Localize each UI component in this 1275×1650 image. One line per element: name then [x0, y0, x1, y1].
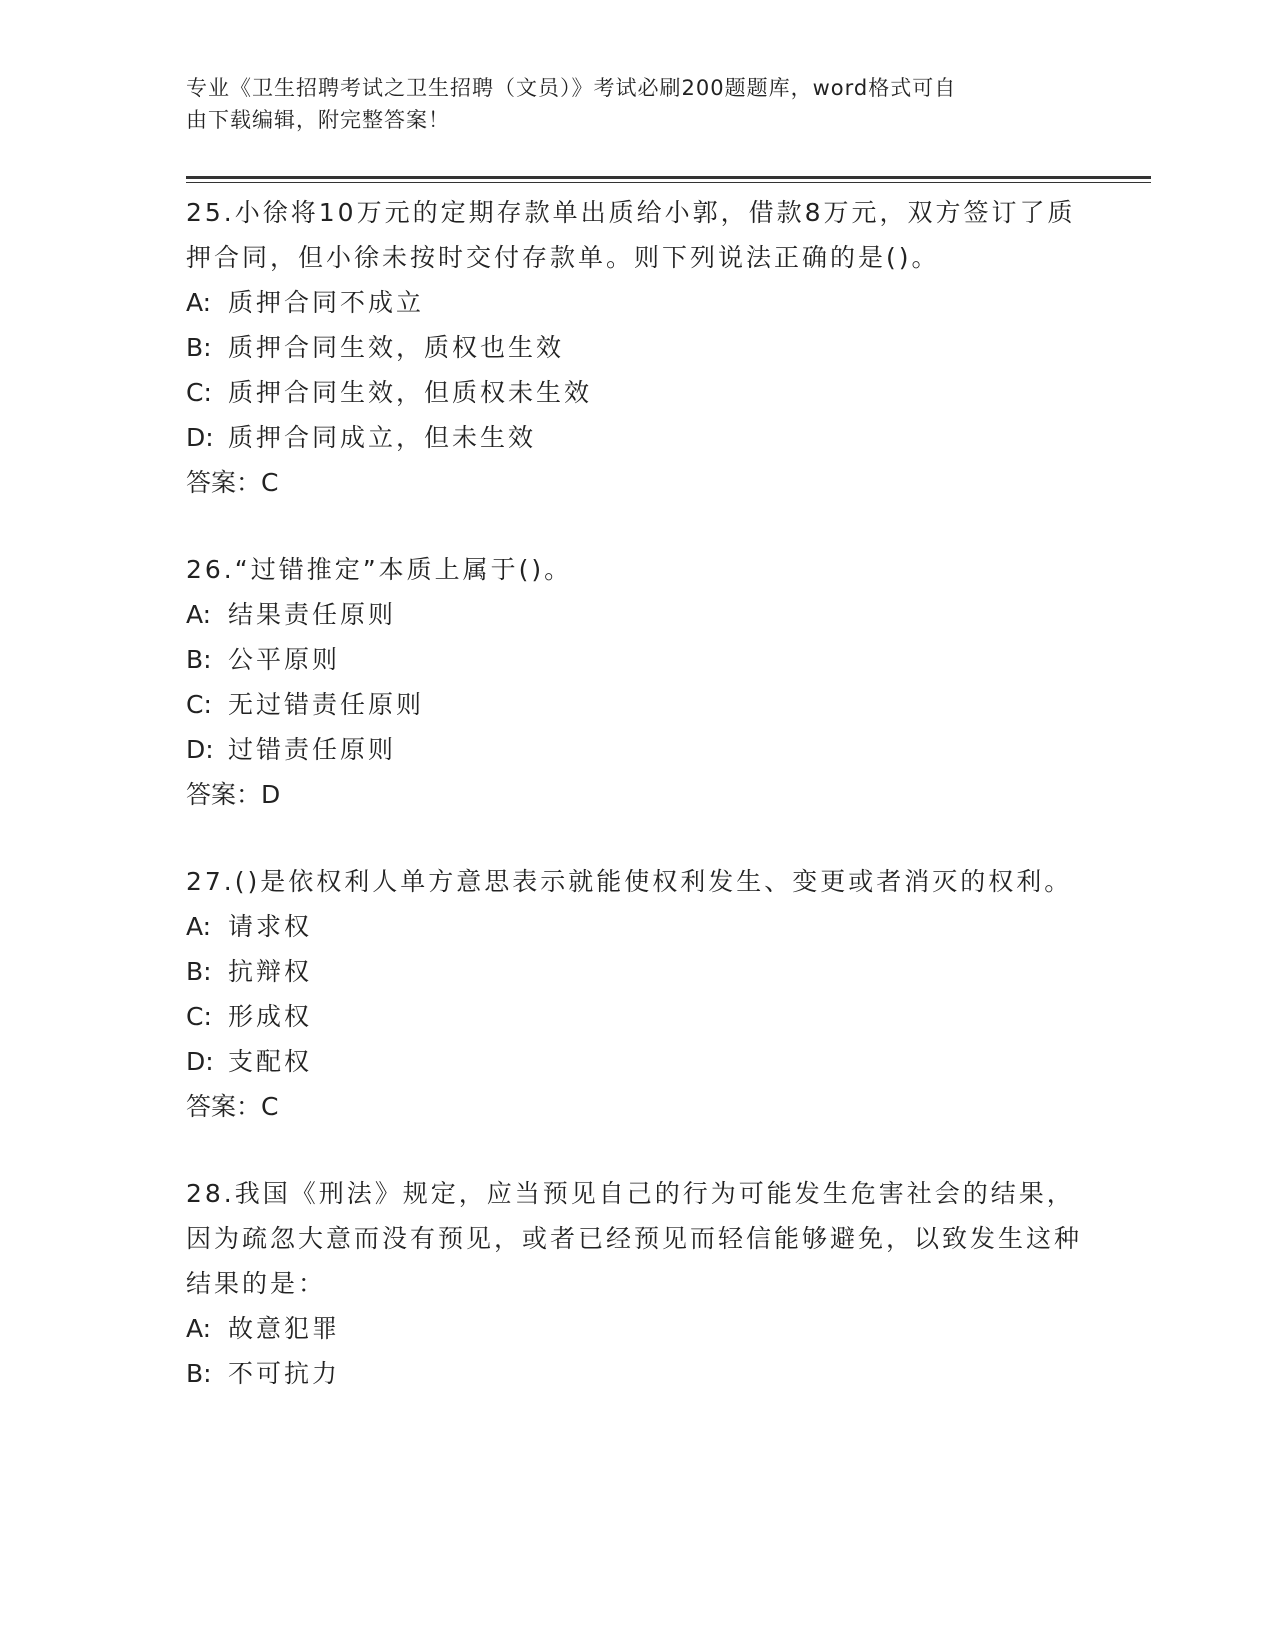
option-b: [186, 325, 1086, 370]
option-c: [186, 682, 1086, 727]
option-key: B:: [186, 645, 212, 674]
option-text: 抗辩权: [228, 957, 313, 986]
option-a: [186, 280, 1086, 325]
option-d: [186, 727, 1086, 772]
option-key: B:: [186, 333, 212, 362]
option-d: [186, 1039, 1086, 1084]
option-a: [186, 904, 1086, 949]
header-line-1: 专业《卫生招聘考试之卫生招聘（文员）》考试必刷200题题库，word格式可自: [186, 76, 957, 100]
header-divider-thin: [186, 182, 1151, 183]
option-text: 请求权: [228, 912, 313, 941]
document-header: [186, 72, 1066, 136]
option-key: A:: [186, 288, 212, 317]
option-text: 无过错责任原则: [228, 690, 425, 719]
option-c: [186, 994, 1086, 1039]
option-text: 故意犯罪: [228, 1314, 341, 1343]
question-list: [186, 190, 1086, 1438]
option-text: 质押合同生效，质权也生效: [228, 333, 565, 362]
option-key: A:: [186, 1314, 212, 1343]
option-key: D:: [186, 735, 214, 764]
header-divider-thick: [186, 176, 1151, 179]
header-line-2: 由下载编辑，附完整答案！: [186, 108, 450, 132]
answer-line: 答案：C: [186, 1092, 279, 1121]
option-a: [186, 1306, 1086, 1351]
option-text: 公平原则: [228, 645, 341, 674]
option-b: [186, 1351, 1086, 1396]
option-key: C:: [186, 690, 212, 719]
option-text: 形成权: [228, 1002, 313, 1031]
option-d: [186, 415, 1086, 460]
question-28: [186, 1171, 1086, 1396]
option-key: D:: [186, 1047, 214, 1076]
question-stem: 25.小徐将10万元的定期存款单出质给小郭，借款8万元，双方签订了质押合同，但小徐未按时交付存款单。则下列说法正确的是()。: [186, 198, 1076, 272]
option-key: D:: [186, 423, 214, 452]
option-text: 结果责任原则: [228, 600, 397, 629]
option-key: B:: [186, 957, 212, 986]
question-stem: 28.我国《刑法》规定，应当预见自己的行为可能发生危害社会的结果，因为疏忽大意而没有预见，或者已经预见而轻信能够避免，以致发生这种结果的是：: [186, 1179, 1083, 1298]
option-text: 支配权: [228, 1047, 313, 1076]
question-stem: 27.()是依权利人单方意思表示就能使权利发生、变更或者消灭的权利。: [186, 867, 1073, 896]
option-text: 过错责任原则: [228, 735, 397, 764]
question-25: [186, 190, 1086, 505]
option-text: 质押合同成立，但未生效: [228, 423, 537, 452]
option-key: A:: [186, 912, 212, 941]
answer-line: 答案：C: [186, 468, 279, 497]
option-c: [186, 370, 1086, 415]
option-key: A:: [186, 600, 212, 629]
option-text: 不可抗力: [228, 1359, 341, 1388]
answer-line: 答案：D: [186, 780, 281, 809]
option-key: C:: [186, 1002, 212, 1031]
question-27: [186, 859, 1086, 1129]
option-b: [186, 949, 1086, 994]
option-key: B:: [186, 1359, 212, 1388]
option-text: 质押合同生效，但质权未生效: [228, 378, 593, 407]
option-b: [186, 637, 1086, 682]
question-stem: 26.“过错推定”本质上属于()。: [186, 555, 573, 584]
option-key: C:: [186, 378, 212, 407]
option-text: 质押合同不成立: [228, 288, 425, 317]
option-a: [186, 592, 1086, 637]
question-26: [186, 547, 1086, 817]
